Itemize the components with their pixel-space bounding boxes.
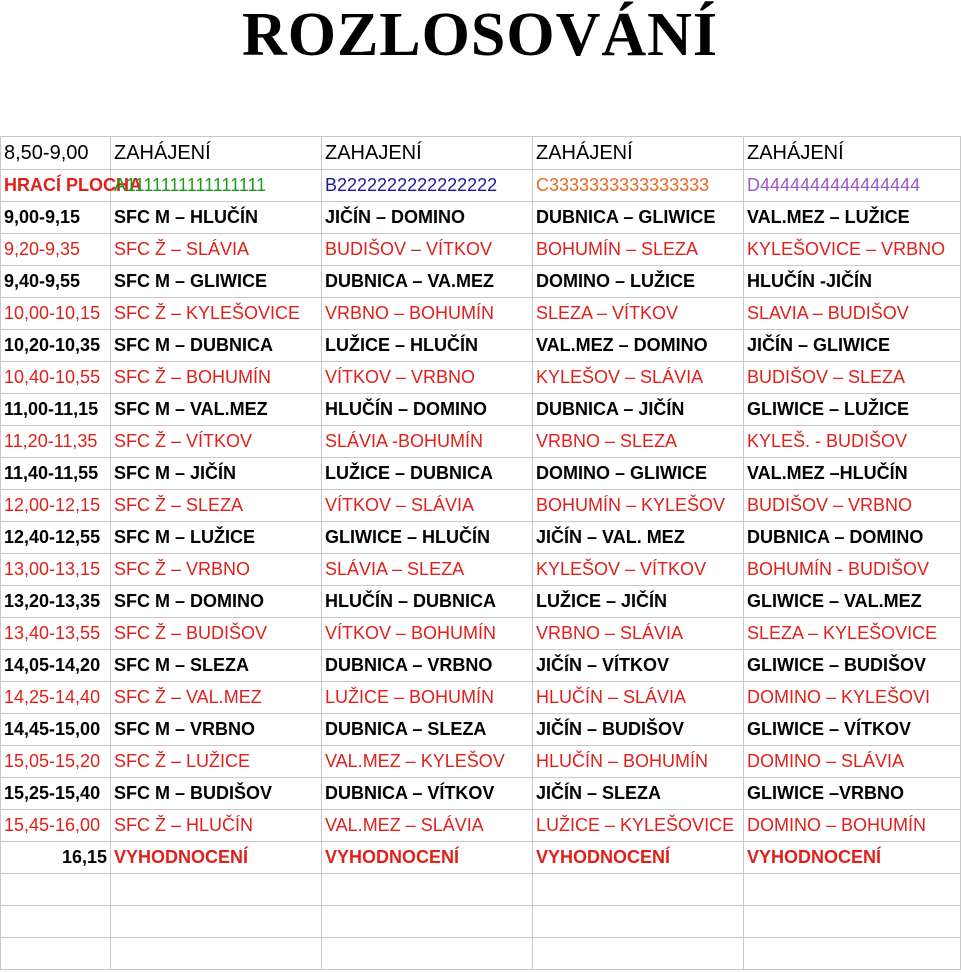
time-cell[interactable]: 14,05-14,20	[1, 650, 111, 682]
empty-cell[interactable]	[533, 906, 744, 938]
empty-cell[interactable]	[1, 906, 111, 938]
court-b-cell[interactable]: DUBNICA – VÍTKOV	[322, 778, 533, 810]
court-a-cell[interactable]: VYHODNOCENÍ	[111, 842, 322, 874]
court-d-cell[interactable]: BUDIŠOV – VRBNO	[744, 490, 961, 522]
courts-label-cell[interactable]: HRACÍ PLOCHA	[1, 170, 111, 202]
court-a-cell[interactable]: SFC M – VRBNO	[111, 714, 322, 746]
time-cell[interactable]: 13,40-13,55	[1, 618, 111, 650]
court-b-cell[interactable]: LUŽICE – DUBNICA	[322, 458, 533, 490]
empty-cell[interactable]	[744, 938, 961, 970]
empty-cell[interactable]	[744, 906, 961, 938]
court-c-cell[interactable]: BOHUMÍN – KYLEŠOV	[533, 490, 744, 522]
time-cell[interactable]: 12,40-12,55	[1, 522, 111, 554]
table-row	[1, 394, 961, 426]
table-row	[1, 682, 961, 714]
court-b-cell[interactable]: VRBNO – BOHUMÍN	[322, 298, 533, 330]
court-d-cell[interactable]: GLIWICE – LUŽICE	[744, 394, 961, 426]
court-a-cell[interactable]: SFC Ž – LUŽICE	[111, 746, 322, 778]
time-cell[interactable]: 14,25-14,40	[1, 682, 111, 714]
time-cell[interactable]: 9,40-9,55	[1, 266, 111, 298]
table-row	[1, 618, 961, 650]
court-b-cell[interactable]: GLIWICE – HLUČÍN	[322, 522, 533, 554]
table-row	[1, 330, 961, 362]
time-cell[interactable]: 12,00-12,15	[1, 490, 111, 522]
court-d-cell[interactable]: GLIWICE –VRBNO	[744, 778, 961, 810]
court-a-cell[interactable]: SFC M – DUBNICA	[111, 330, 322, 362]
court-a-cell[interactable]: SFC Ž – BUDIŠOV	[111, 618, 322, 650]
court-c-cell[interactable]: DOMINO – LUŽICE	[533, 266, 744, 298]
court-b-cell[interactable]: SLÁVIA -BOHUMÍN	[322, 426, 533, 458]
courts-row	[1, 170, 961, 202]
court-a-cell[interactable]: SFC Ž – VÍTKOV	[111, 426, 322, 458]
empty-cell[interactable]	[533, 874, 744, 906]
court-b-cell[interactable]: HLUČÍN – DUBNICA	[322, 586, 533, 618]
time-cell[interactable]: 10,00-10,15	[1, 298, 111, 330]
court-d-cell[interactable]: BOHUMÍN - BUDIŠOV	[744, 554, 961, 586]
court-b-cell[interactable]: VÍTKOV – SLÁVIA	[322, 490, 533, 522]
court-a-cell[interactable]: SFC Ž – BOHUMÍN	[111, 362, 322, 394]
header-row	[1, 137, 961, 170]
table-row	[1, 202, 961, 234]
time-cell[interactable]: 15,25-15,40	[1, 778, 111, 810]
table-row	[1, 746, 961, 778]
court-d-cell[interactable]: SLEZA – KYLEŠOVICE	[744, 618, 961, 650]
court-a-cell[interactable]: SFC M – BUDIŠOV	[111, 778, 322, 810]
court-b-cell[interactable]: VÍTKOV – VRBNO	[322, 362, 533, 394]
time-cell[interactable]: 16,15	[1, 842, 111, 874]
header-cell-c[interactable]: ZAHÁJENÍ	[533, 137, 744, 170]
empty-cell[interactable]	[111, 906, 322, 938]
empty-cell[interactable]	[533, 938, 744, 970]
table-row	[1, 490, 961, 522]
table-row	[1, 554, 961, 586]
court-d-cell[interactable]: GLIWICE – BUDIŠOV	[744, 650, 961, 682]
court-c-cell[interactable]: DOMINO – GLIWICE	[533, 458, 744, 490]
court-b-cell[interactable]: LUŽICE – HLUČÍN	[322, 330, 533, 362]
court-a-cell[interactable]: SFC M – SLEZA	[111, 650, 322, 682]
court-a-cell[interactable]: SFC M – VAL.MEZ	[111, 394, 322, 426]
empty-cell[interactable]	[111, 938, 322, 970]
table-row	[1, 810, 961, 842]
court-a-cell[interactable]: SFC Ž – SLÁVIA	[111, 234, 322, 266]
court-c-cell[interactable]: JIČÍN – VAL. MEZ	[533, 522, 744, 554]
court-d-cell[interactable]: DOMINO – BOHUMÍN	[744, 810, 961, 842]
court-c-cell[interactable]: VYHODNOCENÍ	[533, 842, 744, 874]
court-b-cell[interactable]: HLUČÍN – DOMINO	[322, 394, 533, 426]
court-c-cell[interactable]: HLUČÍN – BOHUMÍN	[533, 746, 744, 778]
table-row	[1, 650, 961, 682]
court-a-cell[interactable]: SFC Ž – VAL.MEZ	[111, 682, 322, 714]
court-a-cell[interactable]: SFC M – DOMINO	[111, 586, 322, 618]
court-d-cell[interactable]: KYLEŠ. - BUDIŠOV	[744, 426, 961, 458]
court-b-cell[interactable]: B2222222222222222	[322, 170, 533, 202]
court-b-cell[interactable]: LUŽICE – BOHUMÍN	[322, 682, 533, 714]
table-row	[1, 714, 961, 746]
court-c-cell[interactable]: DUBNICA – JIČÍN	[533, 394, 744, 426]
header-cell-b[interactable]: ZAHAJENÍ	[322, 137, 533, 170]
court-a-cell[interactable]: SFC M – GLIWICE	[111, 266, 322, 298]
table-row	[1, 266, 961, 298]
time-cell[interactable]: 10,40-10,55	[1, 362, 111, 394]
court-c-cell[interactable]: LUŽICE – JIČÍN	[533, 586, 744, 618]
header-cell-time[interactable]: 8,50-9,00	[1, 137, 111, 170]
court-c-cell[interactable]: C3333333333333333	[533, 170, 744, 202]
table-row	[1, 426, 961, 458]
court-d-cell[interactable]: DUBNICA – DOMINO	[744, 522, 961, 554]
court-c-cell[interactable]: JIČÍN – VÍTKOV	[533, 650, 744, 682]
court-d-cell[interactable]: VYHODNOCENÍ	[744, 842, 961, 874]
court-d-cell[interactable]: KYLEŠOVICE – VRBNO	[744, 234, 961, 266]
court-d-cell[interactable]: SLAVIA – BUDIŠOV	[744, 298, 961, 330]
court-a-cell[interactable]: SFC M – LUŽICE	[111, 522, 322, 554]
empty-cell[interactable]	[322, 938, 533, 970]
time-cell[interactable]: 13,20-13,35	[1, 586, 111, 618]
court-a-cell[interactable]: SFC Ž – SLEZA	[111, 490, 322, 522]
court-b-cell[interactable]: DUBNICA – VA.MEZ	[322, 266, 533, 298]
court-b-cell[interactable]: DUBNICA – VRBNO	[322, 650, 533, 682]
table-row	[1, 298, 961, 330]
court-c-cell[interactable]: SLEZA – VÍTKOV	[533, 298, 744, 330]
court-a-cell[interactable]: SFC Ž – VRBNO	[111, 554, 322, 586]
court-c-cell[interactable]: BOHUMÍN – SLEZA	[533, 234, 744, 266]
header-cell-d[interactable]: ZAHÁJENÍ	[744, 137, 961, 170]
empty-row	[1, 938, 961, 970]
time-cell[interactable]: 11,00-11,15	[1, 394, 111, 426]
court-d-cell[interactable]: VAL.MEZ –HLUČÍN	[744, 458, 961, 490]
court-b-cell[interactable]: SLÁVIA – SLEZA	[322, 554, 533, 586]
court-a-cell[interactable]: SFC Ž – HLUČÍN	[111, 810, 322, 842]
court-b-cell[interactable]: VÍTKOV – BOHUMÍN	[322, 618, 533, 650]
table-row	[1, 778, 961, 810]
court-c-cell[interactable]: VRBNO – SLEZA	[533, 426, 744, 458]
time-cell[interactable]: 13,00-13,15	[1, 554, 111, 586]
court-a-cell[interactable]: SFC M – HLUČÍN	[111, 202, 322, 234]
court-c-cell[interactable]: VAL.MEZ – DOMINO	[533, 330, 744, 362]
empty-cell[interactable]	[322, 874, 533, 906]
court-b-cell[interactable]: BUDIŠOV – VÍTKOV	[322, 234, 533, 266]
court-a-cell[interactable]: A1111111111111111	[111, 170, 322, 202]
court-d-cell[interactable]: VAL.MEZ – LUŽICE	[744, 202, 961, 234]
court-c-cell[interactable]: LUŽICE – KYLEŠOVICE	[533, 810, 744, 842]
empty-cell[interactable]	[1, 874, 111, 906]
court-d-cell[interactable]: DOMINO – SLÁVIA	[744, 746, 961, 778]
time-cell[interactable]: 14,45-15,00	[1, 714, 111, 746]
court-b-cell[interactable]: VYHODNOCENÍ	[322, 842, 533, 874]
court-c-cell[interactable]: JIČÍN – BUDIŠOV	[533, 714, 744, 746]
time-cell[interactable]: 9,00-9,15	[1, 202, 111, 234]
empty-cell[interactable]	[111, 874, 322, 906]
table-row	[1, 522, 961, 554]
court-d-cell[interactable]: GLIWICE – VÍTKOV	[744, 714, 961, 746]
court-d-cell[interactable]: GLIWICE – VAL.MEZ	[744, 586, 961, 618]
court-c-cell[interactable]: VRBNO – SLÁVIA	[533, 618, 744, 650]
time-cell[interactable]: 15,05-15,20	[1, 746, 111, 778]
header-cell-a[interactable]: ZAHÁJENÍ	[111, 137, 322, 170]
table-row	[1, 362, 961, 394]
court-c-cell[interactable]: KYLEŠOV – VÍTKOV	[533, 554, 744, 586]
court-d-cell[interactable]: DOMINO – KYLEŠOVI	[744, 682, 961, 714]
court-c-cell[interactable]: KYLEŠOV – SLÁVIA	[533, 362, 744, 394]
court-c-cell[interactable]: HLUČÍN – SLÁVIA	[533, 682, 744, 714]
time-cell[interactable]: 11,20-11,35	[1, 426, 111, 458]
court-c-cell[interactable]: DUBNICA – GLIWICE	[533, 202, 744, 234]
court-b-cell[interactable]: VAL.MEZ – SLÁVIA	[322, 810, 533, 842]
empty-row	[1, 906, 961, 938]
court-b-cell[interactable]: DUBNICA – SLEZA	[322, 714, 533, 746]
time-cell[interactable]: 11,40-11,55	[1, 458, 111, 490]
time-cell[interactable]: 15,45-16,00	[1, 810, 111, 842]
court-a-cell[interactable]: SFC Ž – KYLEŠOVICE	[111, 298, 322, 330]
final-row	[1, 842, 961, 874]
court-a-cell[interactable]: SFC M – JIČÍN	[111, 458, 322, 490]
schedule-table	[0, 136, 961, 970]
court-d-cell[interactable]: BUDIŠOV – SLEZA	[744, 362, 961, 394]
court-b-cell[interactable]: JIČÍN – DOMINO	[322, 202, 533, 234]
court-c-cell[interactable]: JIČÍN – SLEZA	[533, 778, 744, 810]
empty-row	[1, 874, 961, 906]
time-cell[interactable]: 10,20-10,35	[1, 330, 111, 362]
time-cell[interactable]: 9,20-9,35	[1, 234, 111, 266]
empty-cell[interactable]	[1, 938, 111, 970]
court-d-cell[interactable]: D4444444444444444	[744, 170, 961, 202]
court-b-cell[interactable]: VAL.MEZ – KYLEŠOV	[322, 746, 533, 778]
court-d-cell[interactable]: HLUČÍN -JIČÍN	[744, 266, 961, 298]
table-row	[1, 458, 961, 490]
table-row	[1, 586, 961, 618]
court-d-cell[interactable]: JIČÍN – GLIWICE	[744, 330, 961, 362]
empty-cell[interactable]	[322, 906, 533, 938]
table-row	[1, 234, 961, 266]
empty-cell[interactable]	[744, 874, 961, 906]
page-title: ROZLOSOVÁNÍ	[241, 1, 719, 69]
